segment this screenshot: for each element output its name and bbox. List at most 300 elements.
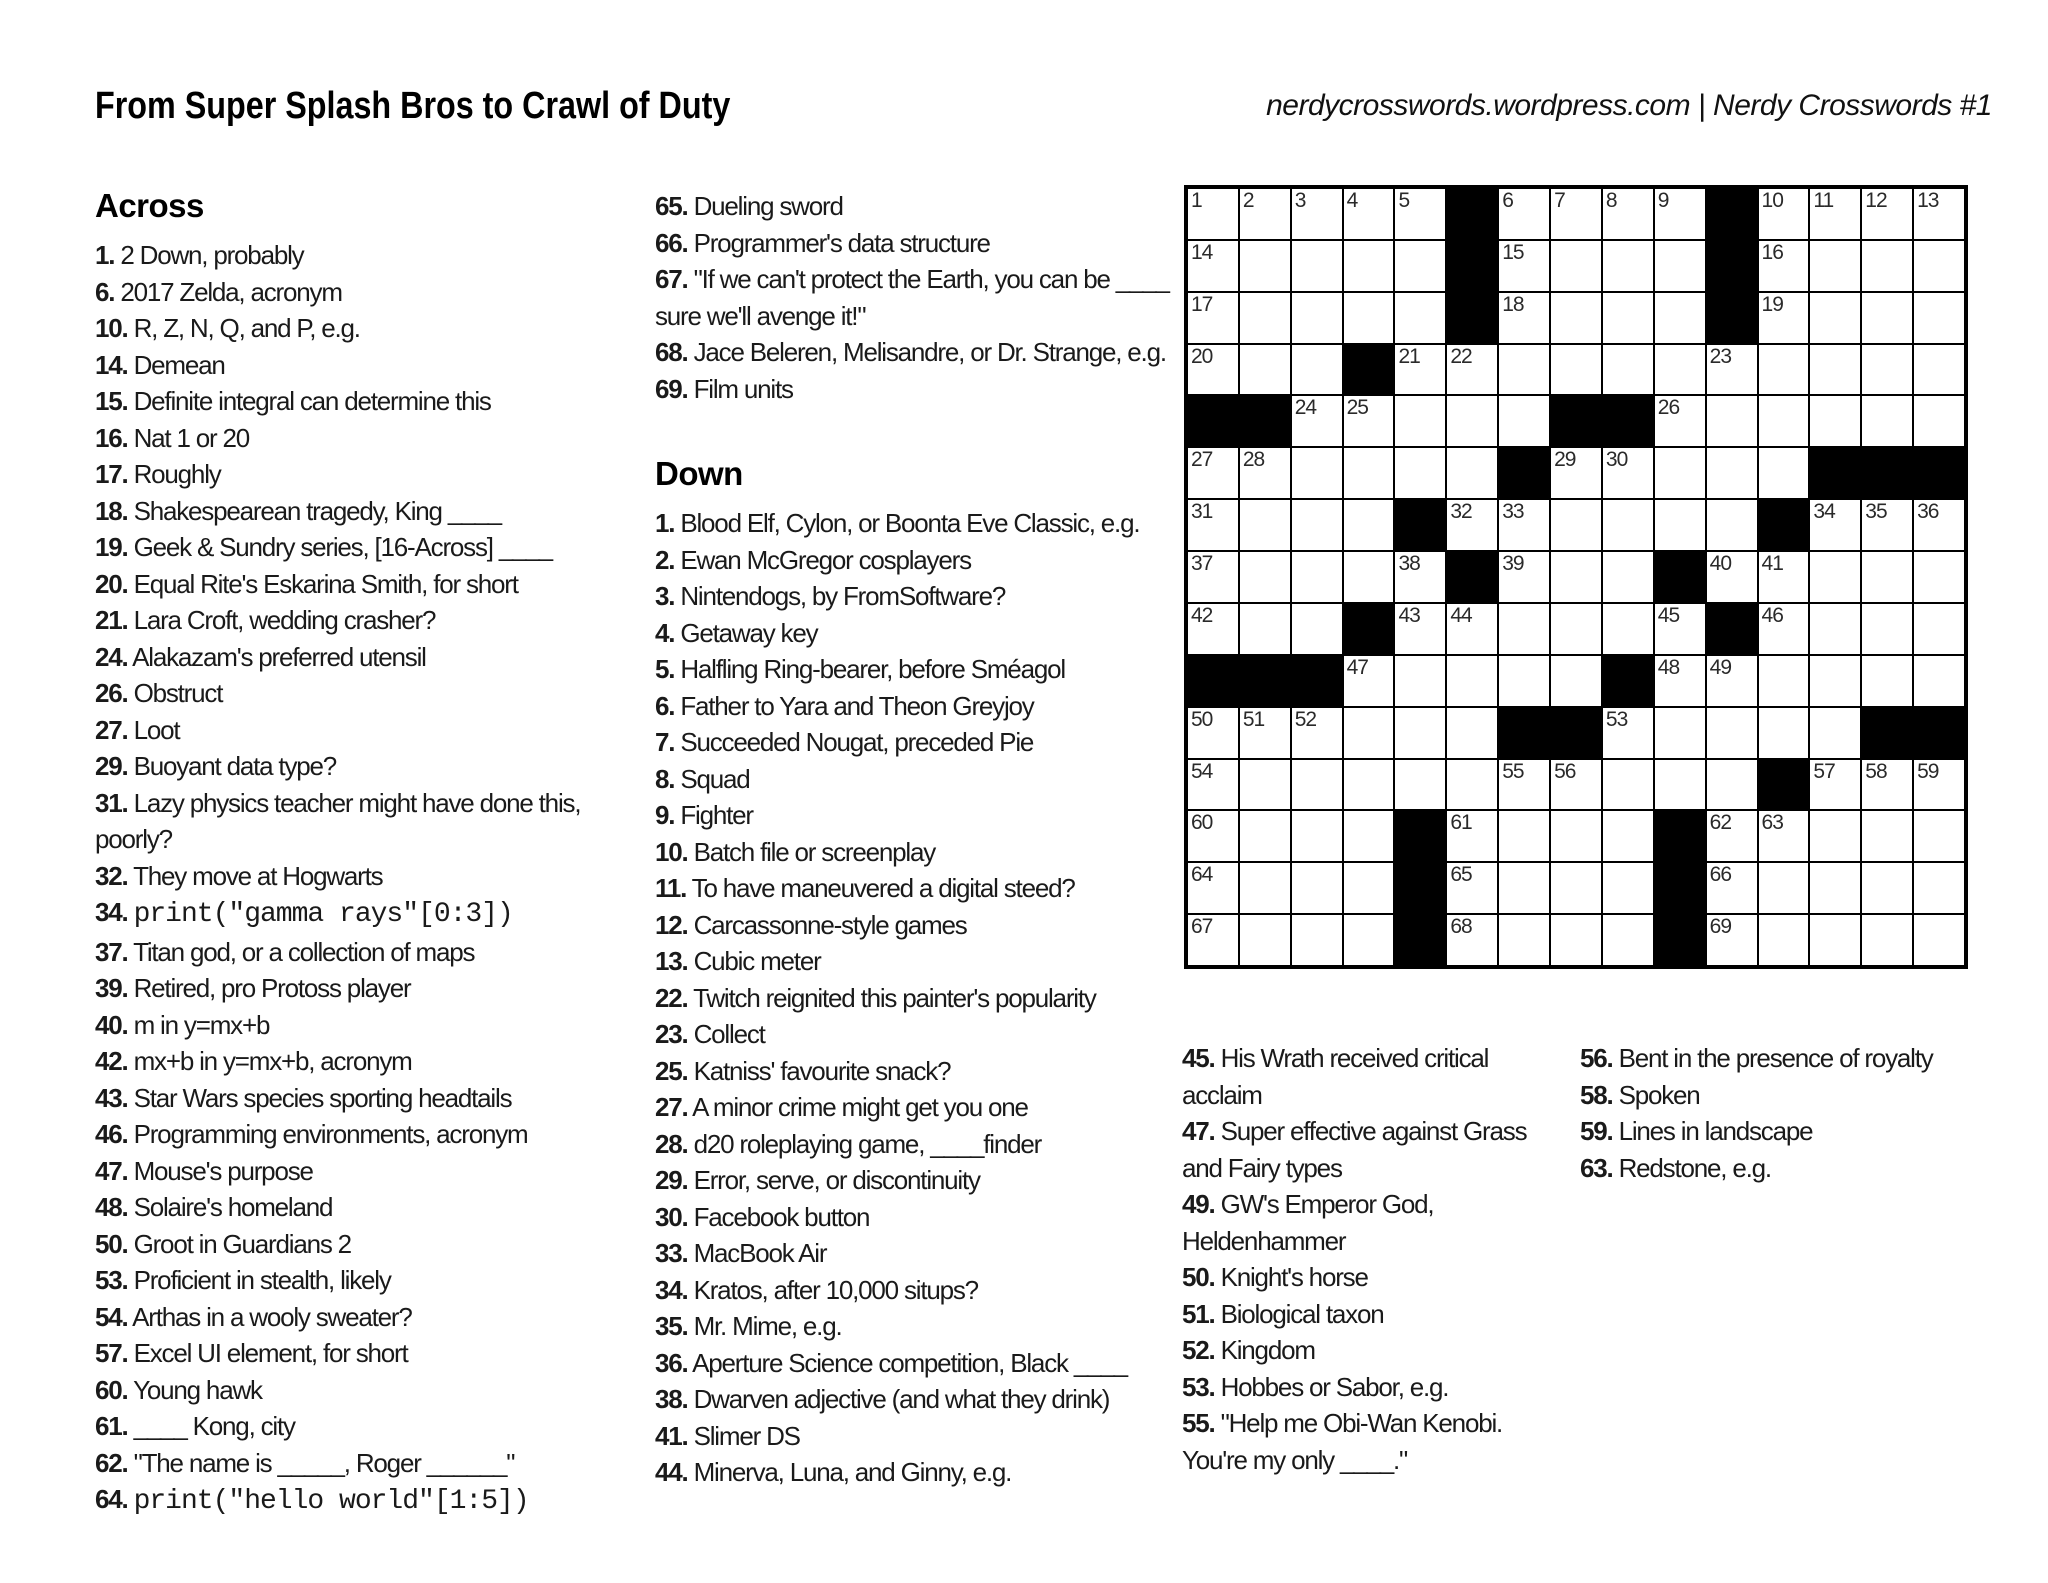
grid-cell[interactable] — [1187, 292, 1239, 344]
grid-cell[interactable] — [1809, 655, 1861, 707]
grid-cell[interactable] — [1913, 914, 1965, 966]
grid-cell[interactable] — [1913, 344, 1965, 396]
grid-cell[interactable] — [1239, 603, 1291, 655]
grid-cell[interactable] — [1861, 395, 1913, 447]
clue-number: 54. — [95, 1301, 128, 1332]
clue-text: Fighter — [680, 800, 753, 830]
grid-cell[interactable] — [1809, 810, 1861, 862]
grid-cell-black — [1446, 551, 1498, 603]
cell-number: 59 — [1917, 759, 1939, 783]
clue-number: 6. — [95, 276, 115, 307]
grid-cell[interactable] — [1758, 551, 1810, 603]
grid-cell[interactable] — [1187, 344, 1239, 396]
clue-across-69 — [655, 371, 1213, 408]
clue-text: Slimer DS — [693, 1420, 800, 1451]
clue-across-67 — [655, 261, 1213, 334]
grid-cell[interactable] — [1291, 188, 1343, 240]
grid-cell[interactable] — [1239, 499, 1291, 551]
grid-cell[interactable] — [1809, 344, 1861, 396]
grid-cell[interactable] — [1758, 188, 1810, 240]
cell-number: 34 — [1813, 500, 1835, 524]
clue-down-41 — [655, 1418, 1213, 1455]
grid-cell[interactable] — [1291, 499, 1343, 551]
grid-cell[interactable] — [1861, 188, 1913, 240]
cell-number: 42 — [1191, 603, 1213, 627]
grid-cell[interactable] — [1861, 603, 1913, 655]
grid-cell[interactable] — [1343, 188, 1395, 240]
grid-cell[interactable] — [1498, 914, 1550, 966]
grid-cell[interactable] — [1861, 292, 1913, 344]
grid-cell[interactable] — [1706, 395, 1758, 447]
clue-across-61 — [95, 1408, 595, 1445]
grid-cell[interactable] — [1187, 188, 1239, 240]
grid-cell[interactable] — [1654, 707, 1706, 759]
clue-across-64 — [95, 1481, 595, 1521]
cell-number: 45 — [1657, 603, 1680, 627]
clue-text: Dueling sword — [693, 191, 843, 221]
clue-across-37 — [95, 934, 595, 971]
grid-cell[interactable] — [1446, 655, 1498, 707]
clue-text: Carcassonne-style games — [693, 909, 967, 940]
grid-cell[interactable] — [1654, 344, 1706, 396]
clue-down-53 — [1182, 1369, 1542, 1406]
grid-cell[interactable] — [1758, 395, 1810, 447]
clue-number: 57. — [95, 1338, 128, 1368]
grid-cell[interactable] — [1913, 655, 1965, 707]
grid-cell[interactable] — [1550, 447, 1602, 499]
grid-cell[interactable] — [1861, 810, 1913, 862]
clue-number: 46. — [95, 1119, 128, 1149]
grid-cell[interactable] — [1550, 344, 1602, 396]
grid-cell[interactable] — [1498, 395, 1550, 447]
grid-cell[interactable] — [1291, 862, 1343, 914]
grid-cell-black — [1706, 603, 1758, 655]
grid-cell[interactable] — [1809, 499, 1861, 551]
grid-cell[interactable] — [1654, 499, 1706, 551]
grid-cell[interactable] — [1239, 292, 1291, 344]
grid-cell[interactable] — [1239, 240, 1291, 292]
clue-text: d20 roleplaying game, ____finder — [693, 1128, 1042, 1159]
grid-cell[interactable] — [1187, 862, 1239, 914]
clue-text: Biological taxon — [1220, 1298, 1384, 1329]
grid-cell[interactable] — [1446, 707, 1498, 759]
grid-cell[interactable] — [1187, 914, 1239, 966]
grid-cell[interactable] — [1706, 447, 1758, 499]
grid-cell[interactable] — [1602, 759, 1654, 811]
cell-number: 54 — [1191, 759, 1213, 783]
grid-cell[interactable] — [1394, 655, 1446, 707]
grid-cell[interactable] — [1602, 188, 1654, 240]
grid-cell[interactable] — [1394, 188, 1446, 240]
grid-cell[interactable] — [1394, 603, 1446, 655]
clue-down-45 — [1182, 1040, 1542, 1113]
grid-cell[interactable] — [1861, 551, 1913, 603]
clue-text: Collect — [693, 1019, 765, 1049]
grid-cell[interactable] — [1498, 344, 1550, 396]
grid-cell[interactable] — [1654, 447, 1706, 499]
clue-number: 18. — [95, 495, 128, 526]
grid-cell[interactable] — [1809, 395, 1861, 447]
grid-cell[interactable] — [1343, 292, 1395, 344]
grid-cell[interactable] — [1394, 551, 1446, 603]
grid-cell[interactable] — [1913, 810, 1965, 862]
grid-cell[interactable] — [1291, 551, 1343, 603]
clue-down-8 — [655, 761, 1213, 798]
clue-text: They move at Hogwarts — [133, 860, 383, 891]
grid-cell[interactable] — [1498, 551, 1550, 603]
grid-cell[interactable] — [1706, 862, 1758, 914]
grid-cell[interactable] — [1291, 810, 1343, 862]
grid-cell[interactable] — [1291, 292, 1343, 344]
grid-cell[interactable] — [1861, 240, 1913, 292]
grid-cell[interactable] — [1446, 862, 1498, 914]
clue-across-34 — [95, 894, 595, 934]
cell-number: 20 — [1191, 344, 1213, 368]
clue-across-46 — [95, 1116, 595, 1153]
cell-number: 66 — [1709, 863, 1732, 887]
grid-cell[interactable] — [1187, 551, 1239, 603]
cell-number: 18 — [1502, 292, 1524, 316]
cell-number: 57 — [1813, 759, 1835, 783]
grid-cell[interactable] — [1291, 240, 1343, 292]
clue-text: Father to Yara and Theon Greyjoy — [680, 690, 1034, 721]
grid-cell[interactable] — [1706, 707, 1758, 759]
cell-number: 61 — [1450, 811, 1472, 835]
grid-cell[interactable] — [1343, 447, 1395, 499]
clue-across-43 — [95, 1080, 595, 1117]
cell-number: 41 — [1761, 552, 1783, 576]
grid-cell[interactable] — [1343, 395, 1395, 447]
grid-cell[interactable] — [1654, 395, 1706, 447]
across-heading: Across — [95, 187, 204, 224]
grid-cell[interactable] — [1550, 914, 1602, 966]
clue-down-13 — [655, 943, 1213, 980]
cell-number: 65 — [1450, 863, 1472, 887]
clue-text: Lines in landscape — [1618, 1116, 1813, 1146]
clue-across-6 — [95, 274, 595, 311]
grid-cell[interactable] — [1550, 240, 1602, 292]
grid-cell[interactable] — [1913, 551, 1965, 603]
grid-cell[interactable] — [1394, 447, 1446, 499]
cell-number: 19 — [1761, 292, 1783, 316]
grid-cell[interactable] — [1343, 499, 1395, 551]
grid-cell[interactable] — [1809, 914, 1861, 966]
clue-down-35 — [655, 1308, 1213, 1345]
grid-cell[interactable] — [1291, 603, 1343, 655]
grid-cell[interactable] — [1446, 499, 1498, 551]
grid-cell[interactable] — [1291, 914, 1343, 966]
grid-cell[interactable] — [1809, 603, 1861, 655]
grid-cell[interactable] — [1602, 240, 1654, 292]
grid-cell[interactable] — [1446, 603, 1498, 655]
grid-cell[interactable] — [1446, 810, 1498, 862]
grid-cell[interactable] — [1758, 655, 1810, 707]
grid-cell[interactable] — [1498, 655, 1550, 707]
grid-cell[interactable] — [1602, 292, 1654, 344]
grid-cell[interactable] — [1239, 344, 1291, 396]
grid-cell[interactable] — [1913, 395, 1965, 447]
clue-text: Groot in Guardians 2 — [133, 1228, 351, 1259]
grid-cell[interactable] — [1654, 240, 1706, 292]
grid-cell[interactable] — [1291, 395, 1343, 447]
grid-cell[interactable] — [1758, 344, 1810, 396]
grid-cell[interactable] — [1291, 344, 1343, 396]
grid-cell[interactable] — [1187, 810, 1239, 862]
grid-cell[interactable] — [1809, 759, 1861, 811]
grid-cell[interactable] — [1758, 810, 1810, 862]
cell-number: 2 — [1242, 189, 1254, 212]
grid-cell[interactable] — [1498, 603, 1550, 655]
grid-cell[interactable] — [1861, 655, 1913, 707]
grid-cell[interactable] — [1913, 240, 1965, 292]
grid-cell[interactable] — [1913, 188, 1965, 240]
cell-number: 28 — [1242, 448, 1265, 472]
grid-cell[interactable] — [1706, 759, 1758, 811]
grid-cell[interactable] — [1343, 551, 1395, 603]
grid-cell[interactable] — [1394, 240, 1446, 292]
grid-cell[interactable] — [1187, 603, 1239, 655]
grid-cell[interactable] — [1913, 862, 1965, 914]
cell-number: 11 — [1813, 189, 1834, 212]
grid-cell[interactable] — [1550, 603, 1602, 655]
grid-cell[interactable] — [1861, 862, 1913, 914]
grid-cell[interactable] — [1394, 292, 1446, 344]
clue-number: 1. — [655, 508, 675, 538]
grid-cell[interactable] — [1550, 810, 1602, 862]
grid-cell[interactable] — [1913, 603, 1965, 655]
grid-cell[interactable] — [1809, 707, 1861, 759]
grid-cell[interactable] — [1602, 914, 1654, 966]
grid-cell[interactable] — [1498, 499, 1550, 551]
clue-across-26 — [95, 675, 595, 712]
clue-down-34 — [655, 1272, 1213, 1309]
grid-cell[interactable] — [1913, 759, 1965, 811]
grid-cell[interactable] — [1239, 188, 1291, 240]
grid-cell[interactable] — [1498, 862, 1550, 914]
clue-number: 23. — [655, 1019, 688, 1049]
clue-text: Nat 1 or 20 — [133, 422, 250, 453]
grid-cell[interactable] — [1343, 655, 1395, 707]
clue-across-24 — [95, 639, 595, 676]
grid-cell[interactable] — [1394, 395, 1446, 447]
across-clue-list-continued — [655, 188, 1213, 407]
grid-cell[interactable] — [1654, 759, 1706, 811]
clue-down-56 — [1580, 1040, 2020, 1077]
grid-cell[interactable] — [1602, 707, 1654, 759]
grid-cell[interactable] — [1706, 499, 1758, 551]
grid-cell[interactable] — [1758, 292, 1810, 344]
grid-cell[interactable] — [1758, 240, 1810, 292]
cell-number: 29 — [1554, 448, 1576, 472]
grid-cell[interactable] — [1861, 759, 1913, 811]
grid-cell[interactable] — [1758, 862, 1810, 914]
clue-across-47 — [95, 1153, 595, 1190]
grid-cell[interactable] — [1187, 240, 1239, 292]
grid-cell[interactable] — [1758, 707, 1810, 759]
grid-cell[interactable] — [1498, 759, 1550, 811]
grid-cell[interactable] — [1394, 759, 1446, 811]
clue-text: Programmer's data structure — [693, 227, 990, 258]
cell-number: 53 — [1605, 707, 1628, 731]
grid-cell[interactable] — [1758, 914, 1810, 966]
grid-cell[interactable] — [1343, 759, 1395, 811]
cell-number: 33 — [1502, 500, 1524, 524]
grid-cell[interactable] — [1291, 707, 1343, 759]
clue-number: 44. — [655, 1457, 688, 1487]
site-credit: nerdycrosswords.wordpress.com | Nerdy Crosswords #1 — [1266, 89, 1992, 122]
clue-number: 39. — [95, 973, 128, 1003]
clue-number: 36. — [655, 1347, 688, 1378]
grid-cell[interactable] — [1654, 603, 1706, 655]
grid-cell[interactable] — [1809, 240, 1861, 292]
clue-number: 34. — [655, 1274, 688, 1305]
grid-cell[interactable] — [1239, 707, 1291, 759]
grid-cell[interactable] — [1602, 344, 1654, 396]
clue-number: 13. — [655, 946, 688, 976]
grid-cell[interactable] — [1239, 810, 1291, 862]
grid-cell-black — [1602, 655, 1654, 707]
clue-down-47 — [1182, 1113, 1542, 1186]
grid-cell[interactable] — [1343, 862, 1395, 914]
clue-number: 10. — [655, 836, 688, 867]
grid-cell[interactable] — [1187, 447, 1239, 499]
grid-cell-black — [1913, 447, 1965, 499]
grid-cell[interactable] — [1602, 810, 1654, 862]
grid-cell[interactable] — [1446, 759, 1498, 811]
grid-cell[interactable] — [1550, 655, 1602, 707]
grid-cell[interactable] — [1343, 240, 1395, 292]
grid-cell[interactable] — [1602, 862, 1654, 914]
grid-cell-black — [1654, 914, 1706, 966]
grid-cell[interactable] — [1394, 707, 1446, 759]
grid-cell[interactable] — [1913, 499, 1965, 551]
clue-down-23 — [655, 1016, 1213, 1053]
grid-cell[interactable] — [1550, 292, 1602, 344]
clue-text: Star Wars species sporting headtails — [133, 1082, 512, 1113]
clue-number: 47. — [1182, 1116, 1215, 1146]
grid-cell[interactable] — [1187, 499, 1239, 551]
grid-cell[interactable] — [1343, 810, 1395, 862]
grid-cell[interactable] — [1239, 551, 1291, 603]
clue-text: Ewan McGregor cosplayers — [680, 544, 971, 575]
grid-cell[interactable] — [1498, 292, 1550, 344]
grid-cell-black — [1550, 707, 1602, 759]
grid-cell[interactable] — [1602, 499, 1654, 551]
clue-down-33 — [655, 1235, 1213, 1272]
grid-cell[interactable] — [1446, 447, 1498, 499]
grid-cell[interactable] — [1602, 447, 1654, 499]
grid-cell[interactable] — [1550, 759, 1602, 811]
grid-cell[interactable] — [1291, 759, 1343, 811]
clue-across-50 — [95, 1226, 595, 1263]
grid-cell-black — [1446, 292, 1498, 344]
grid-cell[interactable] — [1239, 759, 1291, 811]
grid-cell[interactable] — [1861, 914, 1913, 966]
clue-text: Retired, pro Protoss player — [133, 973, 411, 1003]
clue-text: Aperture Science competition, Black ____ — [692, 1347, 1127, 1378]
clue-number: 61. — [95, 1411, 128, 1441]
grid-cell[interactable] — [1758, 603, 1810, 655]
clue-text: Solaire's homeland — [133, 1192, 333, 1222]
column-spacer — [655, 407, 1213, 453]
grid-cell[interactable] — [1498, 188, 1550, 240]
grid-cell[interactable] — [1394, 344, 1446, 396]
grid-cell[interactable] — [1654, 655, 1706, 707]
clue-number: 30. — [655, 1201, 688, 1232]
cell-number: 56 — [1554, 759, 1576, 783]
cell-number: 48 — [1657, 655, 1680, 679]
cell-number: 15 — [1502, 240, 1524, 264]
grid-cell[interactable] — [1239, 914, 1291, 966]
clue-across-29 — [95, 748, 595, 785]
grid-cell[interactable] — [1187, 707, 1239, 759]
clue-text: Excel UI element, for short — [133, 1338, 408, 1368]
grid-cell[interactable] — [1706, 914, 1758, 966]
grid-cell[interactable] — [1187, 759, 1239, 811]
grid-cell[interactable] — [1861, 499, 1913, 551]
grid-cell[interactable] — [1654, 292, 1706, 344]
grid-cell[interactable] — [1498, 240, 1550, 292]
grid-cell[interactable] — [1239, 862, 1291, 914]
grid-cell[interactable] — [1706, 810, 1758, 862]
grid-cell[interactable] — [1706, 551, 1758, 603]
clue-number: 47. — [95, 1155, 128, 1186]
grid-cell[interactable] — [1550, 862, 1602, 914]
cell-number: 58 — [1865, 759, 1887, 783]
grid-cell[interactable] — [1913, 292, 1965, 344]
grid-cell[interactable] — [1602, 551, 1654, 603]
clue-number: 59. — [1580, 1116, 1613, 1146]
grid-cell[interactable] — [1602, 603, 1654, 655]
grid-cell[interactable] — [1706, 655, 1758, 707]
grid-cell[interactable] — [1291, 447, 1343, 499]
grid-cell[interactable] — [1446, 395, 1498, 447]
grid-cell[interactable] — [1550, 499, 1602, 551]
grid-cell[interactable] — [1446, 914, 1498, 966]
grid-cell[interactable] — [1809, 292, 1861, 344]
grid-cell[interactable] — [1343, 707, 1395, 759]
grid-cell[interactable] — [1758, 447, 1810, 499]
grid-cell[interactable] — [1343, 914, 1395, 966]
grid-cell[interactable] — [1446, 344, 1498, 396]
clue-across-10 — [95, 310, 595, 347]
clue-number: 25. — [655, 1055, 688, 1086]
grid-cell[interactable] — [1550, 188, 1602, 240]
clue-text: Mouse's purpose — [133, 1155, 313, 1186]
grid-cell[interactable] — [1498, 810, 1550, 862]
grid-cell[interactable] — [1654, 188, 1706, 240]
clue-across-18 — [95, 493, 595, 530]
cell-number: 35 — [1865, 500, 1887, 524]
grid-cell[interactable] — [1809, 188, 1861, 240]
grid-cell[interactable] — [1861, 344, 1913, 396]
grid-cell-black — [1706, 188, 1758, 240]
clue-down-22 — [655, 980, 1213, 1017]
grid-cell[interactable] — [1706, 344, 1758, 396]
clue-across-60 — [95, 1372, 595, 1409]
grid-cell[interactable] — [1239, 447, 1291, 499]
clue-text: Proficient in stealth, likely — [133, 1265, 391, 1295]
grid-cell[interactable] — [1809, 551, 1861, 603]
clue-down-36 — [655, 1345, 1213, 1382]
grid-cell-black — [1809, 447, 1861, 499]
clue-text: Jace Beleren, Melisandre, or Dr. Strange, e.g. — [693, 337, 1166, 367]
grid-cell[interactable] — [1809, 862, 1861, 914]
grid-cell[interactable] — [1550, 551, 1602, 603]
clue-down-9 — [655, 797, 1213, 834]
cell-number: 30 — [1605, 448, 1628, 472]
grid-cell-black — [1861, 707, 1913, 759]
